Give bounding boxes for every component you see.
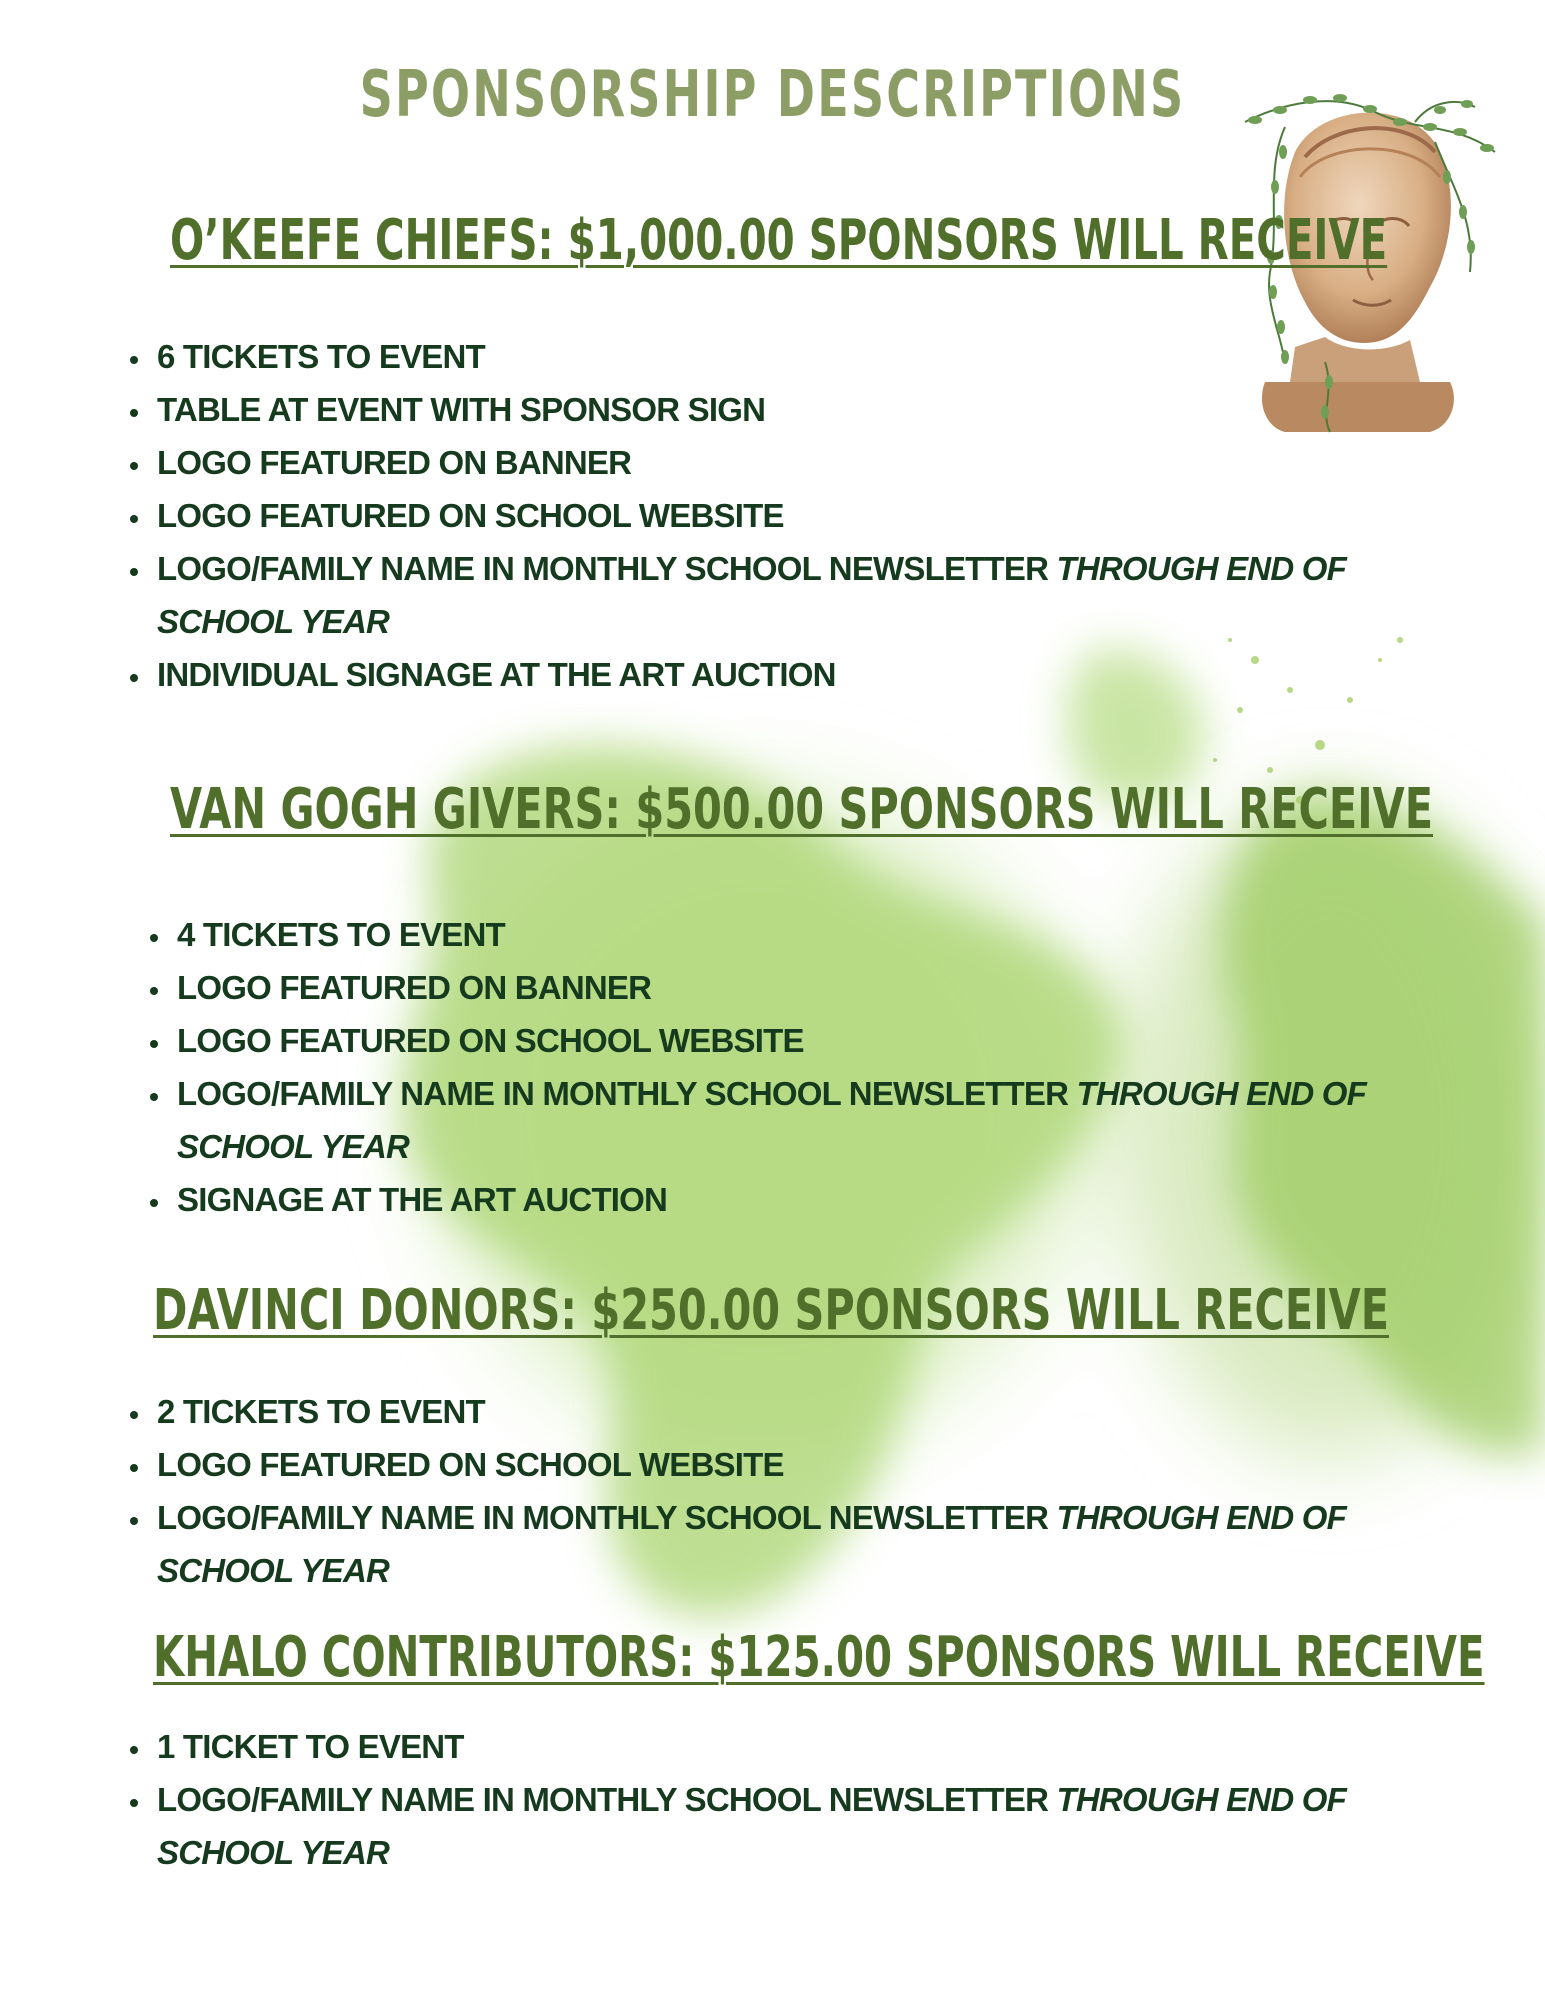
page-title: SPONSORSHIP DESCRIPTIONS bbox=[359, 58, 1186, 132]
benefit-emphasis: THROUGH END OF SCHOOL YEAR bbox=[157, 550, 1346, 640]
benefit-item: • 2 TICKETS TO EVENT bbox=[153, 1385, 1453, 1438]
benefit-item: • LOGO/FAMILY NAME IN MONTHLY SCHOOL NEWSLETTER THROUGH END OF SCHOOL YEAR bbox=[153, 542, 1387, 648]
benefit-item: • LOGO FEATURED ON SCHOOL WEBSITE bbox=[153, 1438, 1453, 1491]
benefit-item: • LOGO/FAMILY NAME IN MONTHLY SCHOOL NEWSLETTER THROUGH END OF SCHOOL YEAR bbox=[153, 1773, 1387, 1879]
benefit-emphasis: THROUGH END OF SCHOOL YEAR bbox=[157, 1781, 1346, 1871]
tier-heading-okeefe-chiefs: O’KEEFE CHIEFS: $1,000.00 SPONSORS WILL RECEIVE bbox=[170, 208, 1388, 273]
benefit-emphasis: THROUGH END OF SCHOOL YEAR bbox=[157, 1499, 1346, 1589]
benefit-item: • 6 TICKETS TO EVENT bbox=[153, 330, 1453, 383]
benefit-item: • LOGO/FAMILY NAME IN MONTHLY SCHOOL NEWSLETTER THROUGH END OF SCHOOL YEAR bbox=[173, 1067, 1407, 1173]
tier-heading-khalo-contributors: KHALO CONTRIBUTORS: $125.00 SPONSORS WILL RECEIVE bbox=[153, 1625, 1485, 1690]
tier-benefits-khalo-contributors bbox=[115, 1720, 1453, 1879]
benefit-item: • 1 TICKET TO EVENT bbox=[153, 1720, 1453, 1773]
tier-benefits-okeefe-chiefs bbox=[115, 330, 1453, 701]
benefit-item: • LOGO FEATURED ON BANNER bbox=[173, 961, 1473, 1014]
tier-heading-van-gogh-givers: VAN GOGH GIVERS: $500.00 SPONSORS WILL RECEIVE bbox=[170, 777, 1434, 842]
benefit-item: • TABLE AT EVENT WITH SPONSOR SIGN bbox=[153, 383, 1453, 436]
tier-benefits-van-gogh-givers bbox=[135, 908, 1473, 1226]
benefit-item: • LOGO FEATURED ON BANNER bbox=[153, 436, 1453, 489]
benefit-item: • LOGO FEATURED ON SCHOOL WEBSITE bbox=[173, 1014, 1473, 1067]
benefit-item: • LOGO/FAMILY NAME IN MONTHLY SCHOOL NEWSLETTER THROUGH END OF SCHOOL YEAR bbox=[153, 1491, 1387, 1597]
tier-heading-davinci-donors: DAVINCI DONORS: $250.00 SPONSORS WILL RECEIVE bbox=[153, 1278, 1390, 1343]
tier-benefits-davinci-donors bbox=[115, 1385, 1453, 1597]
benefit-item: • INDIVIDUAL SIGNAGE AT THE ART AUCTION bbox=[153, 648, 1453, 701]
benefit-emphasis: THROUGH END OF SCHOOL YEAR bbox=[177, 1075, 1366, 1165]
benefit-item: • SIGNAGE AT THE ART AUCTION bbox=[173, 1173, 1473, 1226]
benefit-item: • LOGO FEATURED ON SCHOOL WEBSITE bbox=[153, 489, 1453, 542]
benefit-item: • 4 TICKETS TO EVENT bbox=[173, 908, 1473, 961]
